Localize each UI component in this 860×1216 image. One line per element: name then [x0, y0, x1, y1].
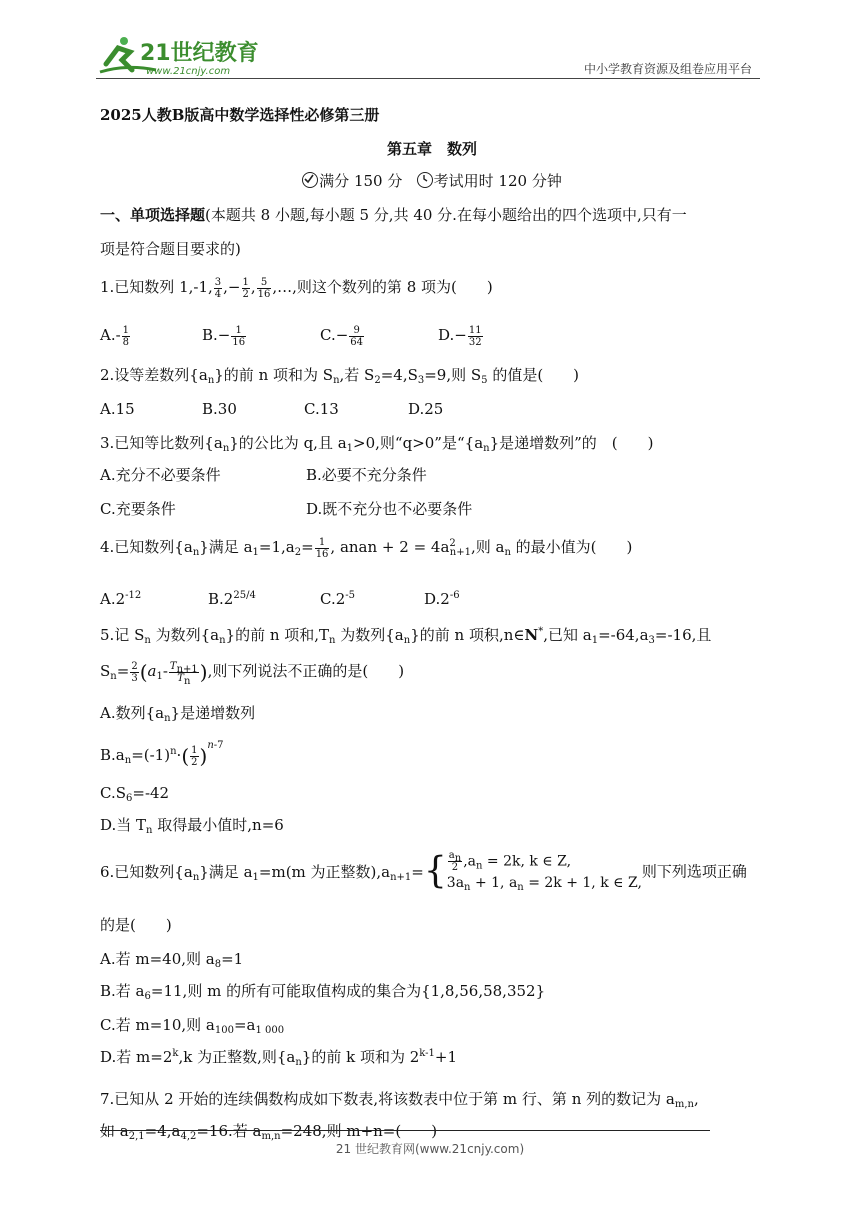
- q6-option-c[interactable]: C.若 m=10,则 $a_{100}=a_{1 000}$: [100, 1016, 285, 1036]
- chapter-title: 第五章 数列: [386, 140, 477, 158]
- full-score: 满分 150 分: [319, 172, 403, 190]
- q5-option-a[interactable]: A.数列$\{a_n\}$是递增数列: [100, 704, 256, 724]
- question-4-stem: 4.已知数列$\{a_n\}$满足 $a_1=1,a_2=$ $\frac{1}{16}$ , anan + $2 = 4a^2_{n+1}$,则 $a_n$ 的最小值为( ): [100, 536, 633, 560]
- platform-name: 中小学教育资源及组卷应用平台: [583, 62, 752, 76]
- q1-option-c[interactable]: C.− $\frac{9}{64}$: [320, 324, 364, 348]
- question-7-stem-line2: 如 $a_{2,1}=4,a_{4,2}=16$.若 $a_{m,n}=248$,则 m+n=( ): [100, 1122, 438, 1142]
- q2-option-d[interactable]: D.25: [408, 400, 444, 418]
- question-5-stem-line2: $S_n=$ $\frac{2}{3}$ ($a_1-$ $\frac{T_{n+1}}{T_n}$ ),则下列说法不正确的是( ): [100, 660, 405, 687]
- question-2-stem: 2.设等差数列$\{a_n\}$的前 n 项和为 $S_n$,若 $S_2=4,S_3=9$,则 $S_5$ 的值是( ): [100, 366, 580, 386]
- site-logo: [96, 34, 266, 78]
- q5-option-b[interactable]: $B.a_n=(-1)^n\cdot$( $\frac{1}{2}$ )$^{n-7}$: [100, 740, 224, 768]
- q1-option-b[interactable]: B.− $\frac{1}{16}$: [202, 324, 246, 348]
- q4-option-a[interactable]: $A.2^{-12}$: [100, 590, 142, 608]
- question-6-stem: 6.已知数列$\{a_n\}$满足 $a_1=m(m$ 为正整数)$,a_{n+1}=${ $\frac{a_n}{2}$ $,a_n = 2k$, k ∈ Z, $3a_n + 1$, $a_n = 2k + 1$, k ∈ Z, 则下列选项正确: [100, 850, 747, 893]
- footer-divider: [100, 1130, 710, 1131]
- q5-option-d[interactable]: D.当 $T_n$ 取得最小值时,n=6: [100, 816, 284, 836]
- section-heading-line2: 项是符合题目要求的): [100, 240, 241, 258]
- question-6-stem-line2: 的是( ): [100, 916, 172, 934]
- doc-title: 2025人教B版高中数学选择性必修第三册: [100, 106, 380, 124]
- question-1-stem: 1.已知数列 1,-1, $\frac{3}{4}$ ,− $\frac{1}{2}$ , $\frac{5}{16}$ ,…,则这个数列的第 8 项为( ): [100, 276, 493, 300]
- q1-option-a[interactable]: A.- $\frac{1}{8}$: [100, 324, 130, 348]
- exam-time: 考试用时 120 分钟: [433, 172, 562, 190]
- q2-option-c[interactable]: C.13: [304, 400, 339, 418]
- q4-option-b[interactable]: $B.2^{25/4}$: [208, 590, 256, 608]
- q2-option-b[interactable]: B.30: [202, 400, 237, 418]
- q6-option-a[interactable]: A.若 m=40,则 $a_8=1$: [100, 950, 244, 970]
- q1-option-d[interactable]: D.− $\frac{11}{32}$: [438, 324, 482, 348]
- q3-option-b[interactable]: B.必要不充分条件: [306, 466, 427, 484]
- q2-option-a[interactable]: A.15: [100, 400, 135, 418]
- header-divider: [96, 78, 760, 79]
- question-7-stem: 7.已知从 2 开始的连续偶数构成如下数表,将该数表中位于第 m 行、第 n 列的数记为 $a_{m,n}$,: [100, 1090, 699, 1110]
- q3-option-c[interactable]: C.充要条件: [100, 500, 176, 518]
- q3-option-d[interactable]: D.既不充分也不必要条件: [306, 500, 473, 518]
- q5-option-c[interactable]: $C.S_6=-42$: [100, 784, 170, 804]
- check-circle-icon: [302, 172, 318, 188]
- exam-info: [100, 170, 764, 192]
- q4-option-d[interactable]: $D.2^{-6}$: [424, 590, 460, 608]
- q3-option-a[interactable]: A.充分不必要条件: [100, 466, 221, 484]
- section-heading: 一、单项选择题(本题共 8 小题,每小题 5 分,共 40 分.在每小题给出的四个选项中,只有一: [100, 206, 687, 224]
- q6-option-b[interactable]: B.若 $a_6=11$,则 m 的所有可能取值构成的集合为{1,8,56,58,352}: [100, 982, 546, 1002]
- svg-text:www.21cnjy.com: www.21cnjy.com: [146, 66, 231, 77]
- page-header: [96, 34, 760, 78]
- question-3-stem: 3.已知等比数列$\{a_n\}$的公比为 q,且 $a_1>0$,则“q>0”是“$\{a_n\}$是递增数列”的 ( ): [100, 434, 654, 454]
- question-5-stem: 5.记 $S_n$ 为数列$\{a_n\}$的前 n 项和$,T_n$ 为数列$\{a_n\}$的前 n 项积,n∈N*,已知 $a_1=-64,a_3=-16$,且: [100, 626, 712, 646]
- q6-option-d[interactable]: D.若 $m=2^k,k$ 为正整数,则$\{a_n\}$的前 k 项和为 $2^{k-1}+1$: [100, 1048, 458, 1068]
- q4-option-c[interactable]: $C.2^{-5}$: [320, 590, 356, 608]
- page-footer: 21 世纪教育网(www.21cnjy.com): [335, 1142, 525, 1156]
- svg-text:21世纪教育: 21世纪教育: [140, 41, 259, 66]
- clock-icon: [417, 172, 433, 188]
